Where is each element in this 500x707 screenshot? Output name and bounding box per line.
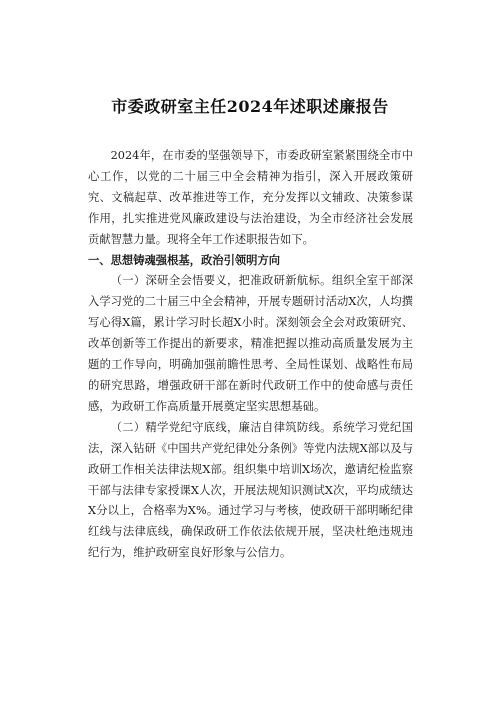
subsection-paragraph-1: （一）深研全会悟要义，把准政研新航标。组织全室干部深入学习党的二十届三中全会精神，开展专题研讨活动X次，人均撰写心得X篇，累计学习时长超X小时。深刻领会全会对政策研究、改革创新等工作提出的新要求，精准把握以推动高质量发展为主题的工作导向，明确加强前瞻性思考、全局性谋划、战略性布局的研究思路，增强政研干部在新时代政研工作中的使命感与责任感，为政研工作高质量开展奠定坚实思想基础。 [88,274,413,413]
document-title: 市委政研室主任2024年述职述廉报告 [111,97,389,116]
document-body [88,146,413,564]
subsection-paragraph-2: （二）精学党纪守底线，廉洁自律筑防线。系统学习党纪国法，深入钻研《中国共产党纪律处分条例》等党内法规X部以及与政研工作相关法律法规X部。组织集中培训X场次，邀请纪检监察干部与法律专家授课X人次，开展法规知识测试X次，平均成绩达X分以上，合格率为X%。通过学习与考核，使政研干部明晰纪律红线与法律底线，确保政研工作依法依规开展，坚决杜绝违规违纪行为，维护政研室良好形象与公信力。 [88,420,413,560]
intro-paragraph: 2024年，在市委的坚强领导下，市委政研室紧紧围绕全市中心工作，以党的二十届三中全会精神为指引，深入开展政策研究、文稿起草、改革推进等工作，充分发挥以文辅政、决策参谋作用，扎实推进党风廉政建设与法治建设，为全市经济社会发展贡献智慧力量。现将全年工作述职报告如下。 [88,149,413,246]
section-heading: 一、思想铸魂强根基，政治引领明方向 [88,253,281,267]
